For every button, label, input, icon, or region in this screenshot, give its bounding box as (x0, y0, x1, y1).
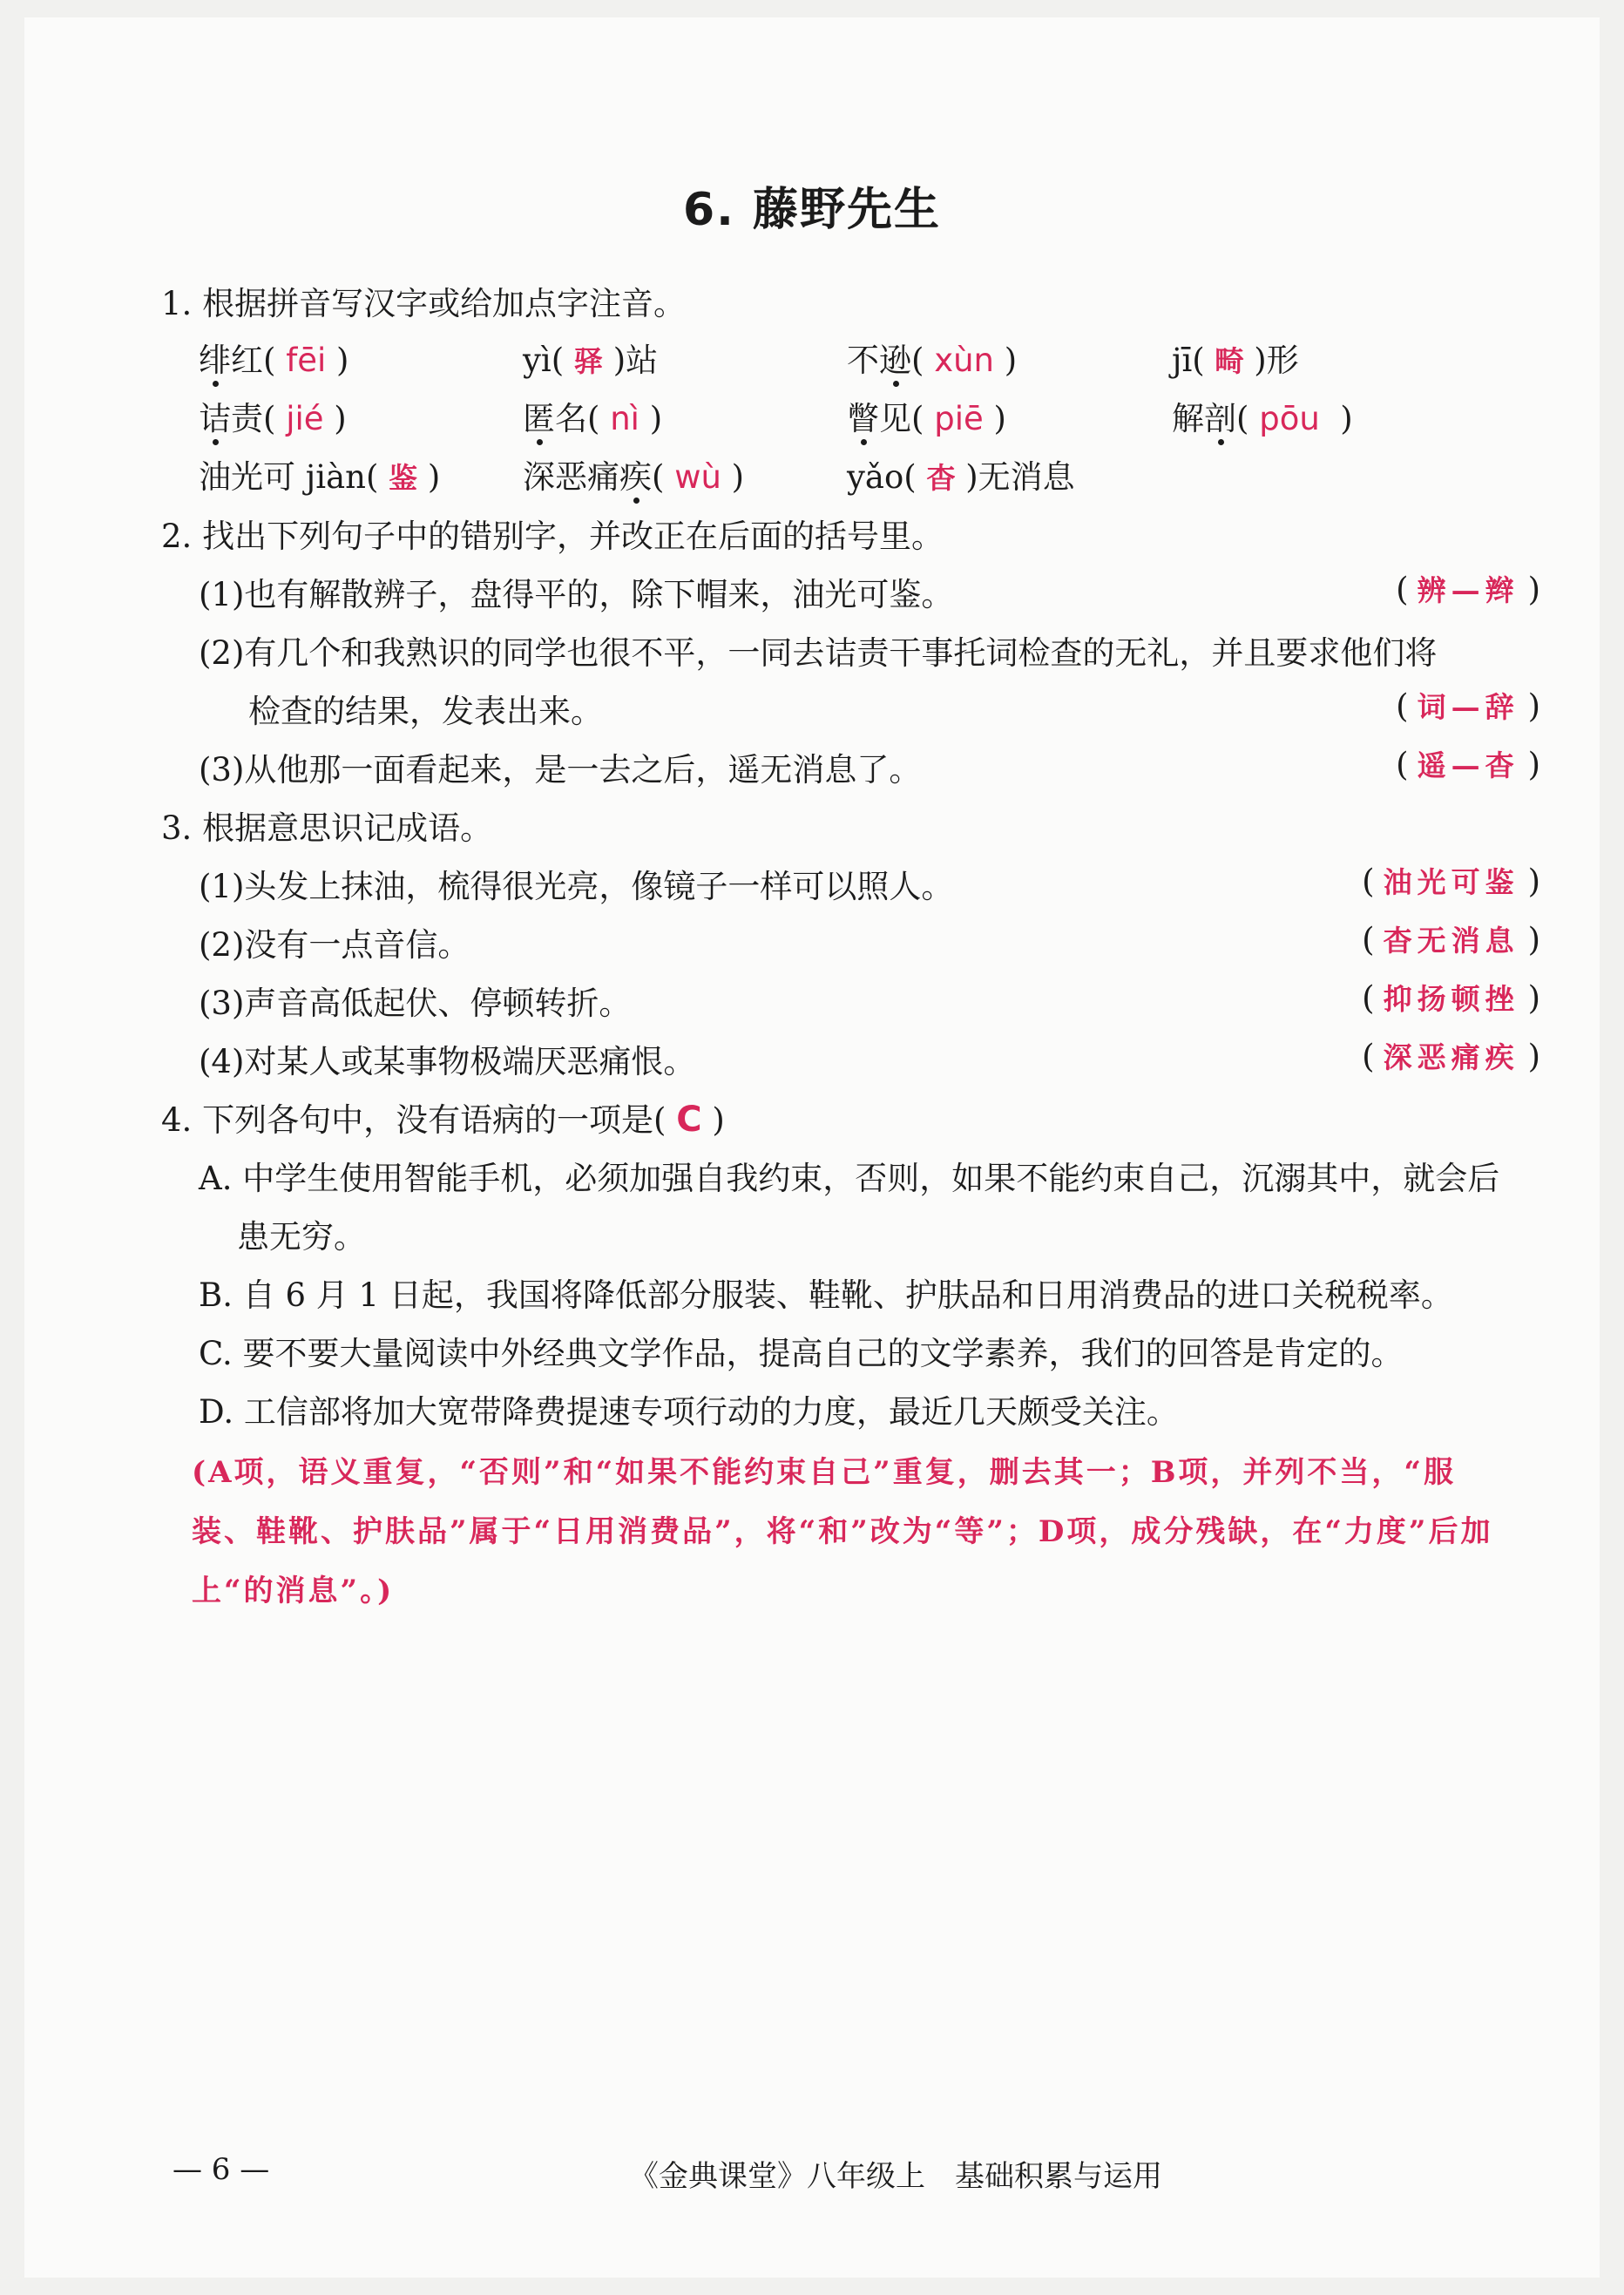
q3-answer-3-box: ( 抑扬顿挫 ) (1362, 979, 1540, 1017)
q3-meaning-3: (3)声音高低起伏、停顿转折。 (199, 985, 632, 1022)
q4-option-b: B. 自 6 月 1 日起，我国将降低部分服装、鞋靴、护肤品和日用消费品的进口关税税率。 (199, 1276, 1453, 1314)
q1-item-text: ) (427, 458, 441, 496)
q1-item-text: jī( (1172, 342, 1205, 379)
q1-item-8: 解剖( pōu ) (1172, 400, 1353, 437)
q1-answer: fēi (286, 342, 327, 379)
q1-item-2 (523, 334, 658, 381)
q1-answer: piē (934, 400, 984, 437)
q1-prompt: 1. 根据拼音写汉字或给加点字注音。 (161, 285, 687, 322)
q1-item-1: 绯红( fēi ) (199, 342, 349, 379)
q1-answer: 杳 (926, 461, 956, 495)
q3-answer-1-box: ( 油光可鉴 ) (1362, 863, 1540, 900)
page-title: 6. 藤野先生 (682, 184, 942, 236)
q1-item-text: )形 (1254, 342, 1299, 379)
q1-item-7: 瞥见( piē ) (847, 400, 1006, 437)
q3-answer-2-box: ( 杳无消息 ) (1362, 921, 1540, 958)
q1-item-11 (847, 450, 1075, 498)
q2-answer-2-box: ( 词—辞 ) (1396, 687, 1540, 725)
q1-answer: 畸 (1215, 344, 1244, 378)
q4-option-a: A. 中学生使用智能手机，必须加强自我约束，否则，如果不能约束自己，沉溺其中，就会后 (199, 1160, 1500, 1197)
q3-prompt: 3. 根据意思识记成语。 (161, 809, 493, 847)
q2-sentence-2b: 检查的结果，发表出来。 (248, 693, 603, 730)
q3-meaning-4: (4)对某人或某事物极端厌恶痛恨。 (199, 1043, 696, 1080)
q3-answer-4: 深恶痛疾 (1383, 1040, 1519, 1074)
q4-explanation: (A项，语义重复，“否则”和“如果不能约束自己”重复，删去其一；B项，并列不当，“服装、鞋靴、护肤品”属于“日用消费品”，将“和”改为“等”；D项，成分残缺，在“力度”后加上“的消息”。) (192, 1455, 1493, 1608)
q1-answer: jié (286, 400, 324, 437)
dotted-char: 逊 (879, 342, 911, 379)
q1-answer: nì (610, 400, 639, 437)
book-title: 《金典课堂》八年级上 基础积累与运用 (629, 2159, 1162, 2194)
q1-item-10: 深恶痛疾( wù ) (523, 458, 745, 496)
q3-answer-2: 杳无消息 (1383, 924, 1519, 958)
q1-item-text: yì( (523, 342, 565, 379)
q2-answer-3-box: ( 遥—杳 ) (1396, 746, 1540, 783)
q3-answer-1: 油光可鉴 (1383, 865, 1519, 899)
dotted-char: 诘 (199, 400, 231, 437)
q1-answer: 驿 (573, 344, 603, 378)
q3-answer-3: 抑扬顿挫 (1383, 982, 1519, 1016)
q2-answer-1-box: ( 辨—辫 ) (1396, 571, 1540, 608)
q2-sentence-1: (1)也有解散辨子，盘得平的，除下帽来，油光可鉴。 (199, 576, 954, 613)
dotted-char: 瞥 (847, 400, 879, 437)
q1-item-6: 匿名( nì ) (523, 400, 663, 437)
dotted-char: 绯 (199, 342, 231, 379)
q4-prompt (161, 1093, 725, 1141)
q1-item-text: yǎo( (847, 458, 917, 496)
q1-answer: 鉴 (389, 461, 418, 495)
q1-item-9 (199, 450, 440, 498)
q1-answer: wù (674, 458, 721, 496)
q1-item-text: )无消息 (965, 458, 1075, 496)
q2-answer-1: 辨—辫 (1417, 573, 1519, 607)
q4-option-d: D. 工信部将加大宽带降费提速专项行动的力度，最近几天颇受关注。 (199, 1393, 1179, 1431)
q2-sentence-3: (3)从他那一面看起来，是一去之后，遥无消息了。 (199, 751, 922, 789)
q2-answer-2: 词—辞 (1417, 690, 1519, 724)
q4-prompt-text: 4. 下列各句中，没有语病的一项是( (161, 1101, 667, 1139)
q1-item-3: 不逊( xùn ) (847, 342, 1018, 379)
q1-answer: pōu (1259, 400, 1320, 437)
q1-item-4 (1172, 334, 1299, 381)
q4-option-c: C. 要不要大量阅读中外经典文学作品，提高自己的文学素养，我们的回答是肯定的。 (199, 1335, 1404, 1372)
q3-answer-4-box: ( 深恶痛疾 ) (1362, 1038, 1540, 1075)
q2-sentence-2a: (2)有几个和我熟识的同学也很不平，一同去诘责干事托词检查的无礼，并且要求他们将 (199, 634, 1438, 672)
q1-item-5: 诘责( jié ) (199, 400, 347, 437)
q1-answer: xùn (934, 342, 994, 379)
q2-prompt: 2. 找出下列句子中的错别字，并改正在后面的括号里。 (161, 518, 944, 555)
q4-prompt-close: ) (712, 1101, 725, 1139)
q3-meaning-2: (2)没有一点音信。 (199, 926, 470, 964)
q1-item-text: 油光可 jiàn( (199, 458, 379, 496)
q1-item-text: )站 (612, 342, 659, 379)
dotted-char: 疾 (619, 458, 652, 496)
q4-option-a-cont: 患无穷。 (237, 1218, 366, 1256)
q3-meaning-1: (1)头发上抹油，梳得很光亮，像镜子一样可以照人。 (199, 868, 954, 905)
q2-answer-3: 遥—杳 (1417, 748, 1519, 782)
page-number: — 6 — (173, 2152, 270, 2187)
dotted-char: 匿 (523, 400, 555, 437)
q4-answer: C (676, 1100, 702, 1140)
dotted-char: 剖 (1204, 400, 1236, 437)
